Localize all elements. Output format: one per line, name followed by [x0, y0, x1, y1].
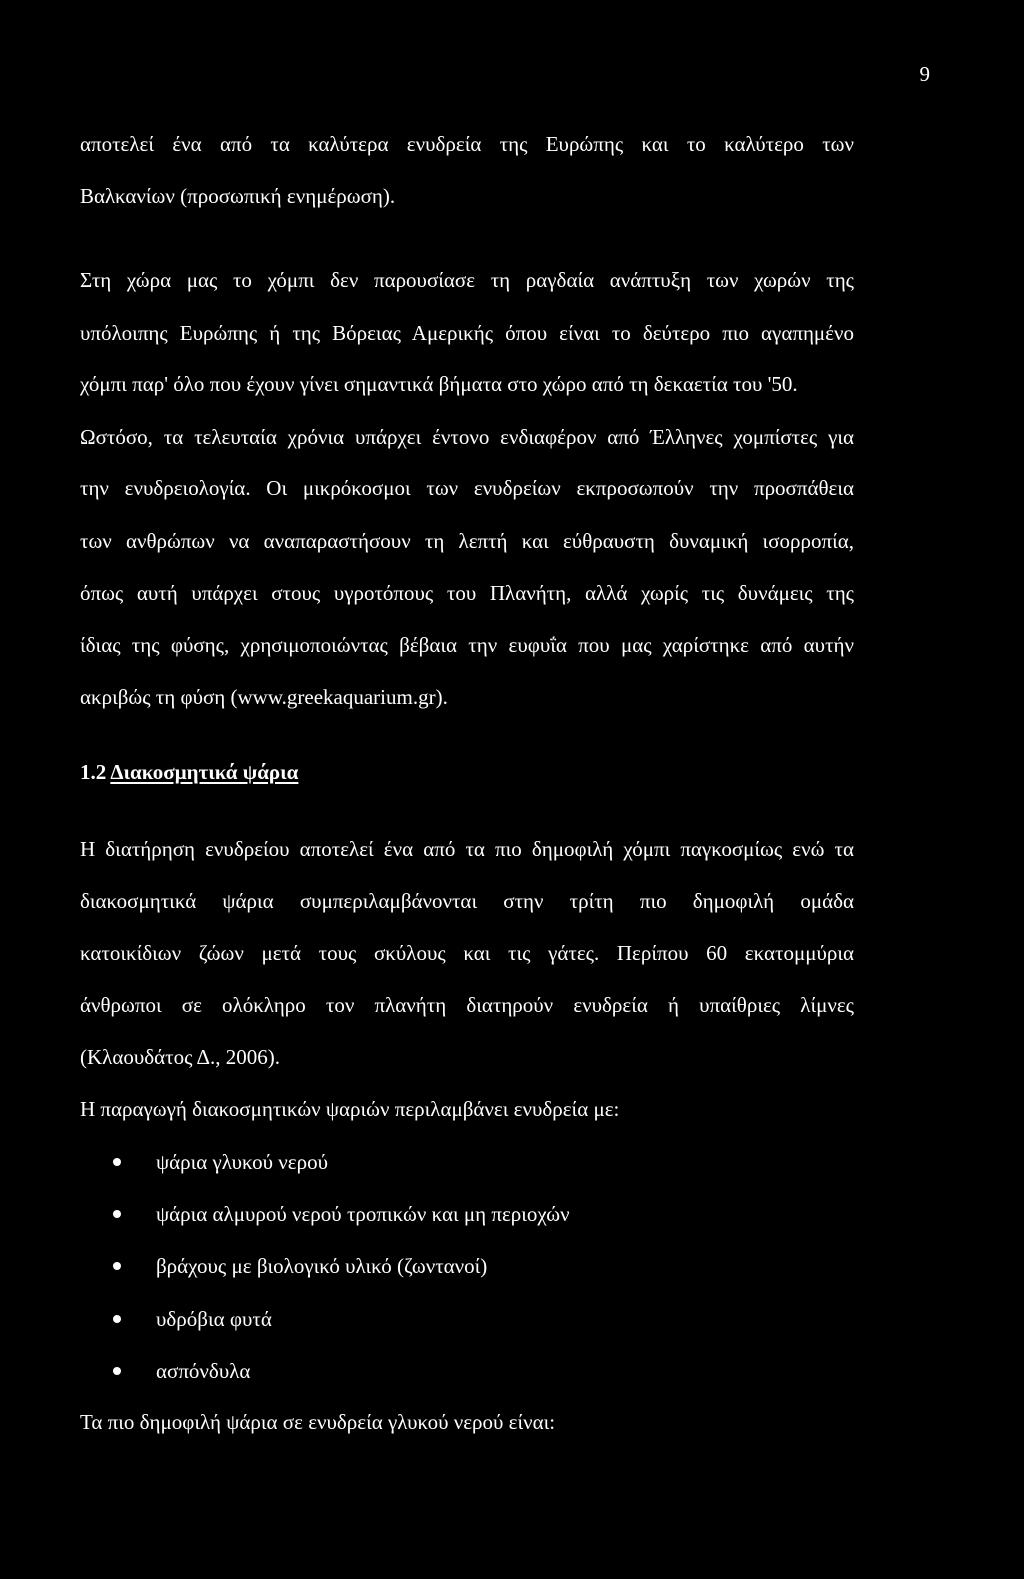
section-number: 1.2 [80, 760, 107, 784]
section-title: Διακοσμητικά ψάρια [110, 760, 299, 784]
paragraph-line: Βαλκανίων (προσωπική ενημέρωση). [80, 184, 396, 208]
list-item [118, 1149, 328, 1175]
paragraph-line: Στη χώρα μας το χόμπι δεν παρουσίασε τη ραγδαία ανάπτυξη των χωρών της [80, 268, 854, 292]
list-item-text: ψάρια αλμυρού νερού τροπικών και μη περιοχών [156, 1202, 570, 1226]
list-item [118, 1201, 570, 1227]
bullet-icon [113, 1210, 121, 1218]
paragraph-line: κατοικίδιων ζώων μετά τους σκύλους και τις γάτες. Περίπου 60 εκατομμύρια [80, 941, 854, 965]
paragraph-line: αποτελεί ένα από τα καλύτερα ενυδρεία της Ευρώπης και το καλύτερο των [80, 132, 854, 156]
paragraph-line: ίδιας της φύσης, χρησιμοποιώντας βέβαια την ευφυΐα που μας χαρίστηκε από αυτήν [80, 633, 854, 657]
paragraph-line: χόμπι παρ' όλο που έχουν γίνει σημαντικά βήματα στο χώρο από τη δεκαετία του '50. [80, 372, 798, 396]
paragraph-line: Ωστόσο, τα τελευταία χρόνια υπάρχει έντονο ενδιαφέρον από Έλληνες χομπίστες για [80, 425, 854, 449]
list-item [118, 1306, 272, 1332]
list-intro: Η παραγωγή διακοσμητικών ψαριών περιλαμβάνει ενυδρεία με: [80, 1097, 620, 1121]
bullet-icon [113, 1315, 121, 1323]
list-item-text: υδρόβια φυτά [156, 1307, 272, 1331]
paragraph-line: των ανθρώπων να αναπαραστήσουν τη λεπτή και εύθραυστη δυναμική ισορροπία, [80, 529, 854, 553]
bullet-icon [113, 1158, 121, 1166]
paragraph-line: (Κλαουδάτος Δ., 2006). [80, 1045, 280, 1069]
bullet-icon [113, 1262, 121, 1270]
bullet-icon [113, 1367, 121, 1375]
section-heading [80, 759, 298, 785]
paragraph-line: άνθρωποι σε ολόκληρο τον πλανήτη διατηρούν ενυδρεία ή υπαίθριες λίμνες [80, 993, 854, 1017]
list-item [118, 1253, 488, 1279]
paragraph-line: διακοσμητικά ψάρια συμπεριλαμβάνονται στην τρίτη πιο δημοφιλή ομάδα [80, 889, 854, 913]
paragraph-line: Η διατήρηση ενυδρείου αποτελεί ένα από τα πιο δημοφιλή χόμπι παγκοσμίως ενώ τα [80, 837, 854, 861]
paragraph-line: την ενυδρειολογία. Οι μικρόκοσμοι των ενυδρείων εκπροσωπούν την προσπάθεια [80, 476, 854, 500]
list-item-text: βράχους με βιολογικό υλικό (ζωντανοί) [156, 1254, 488, 1278]
page-number: 9 [919, 62, 930, 86]
list-item [118, 1358, 251, 1384]
list-item-text: ασπόνδυλα [156, 1359, 251, 1383]
paragraph-line: ακριβώς τη φύση (www.greekaquarium.gr). [80, 685, 448, 709]
list-item-text: ψάρια γλυκού νερού [156, 1150, 328, 1174]
paragraph-line: όπως αυτή υπάρχει στους υγροτόπους του Πλανήτη, αλλά χωρίς τις δυνάμεις της [80, 581, 854, 605]
paragraph-line: υπόλοιπης Ευρώπης ή της Βόρειας Αμερικής όπου είναι το δεύτερο πιο αγαπημένο [80, 321, 854, 345]
closing-line: Τα πιο δημοφιλή ψάρια σε ενυδρεία γλυκού νερού είναι: [80, 1410, 556, 1434]
